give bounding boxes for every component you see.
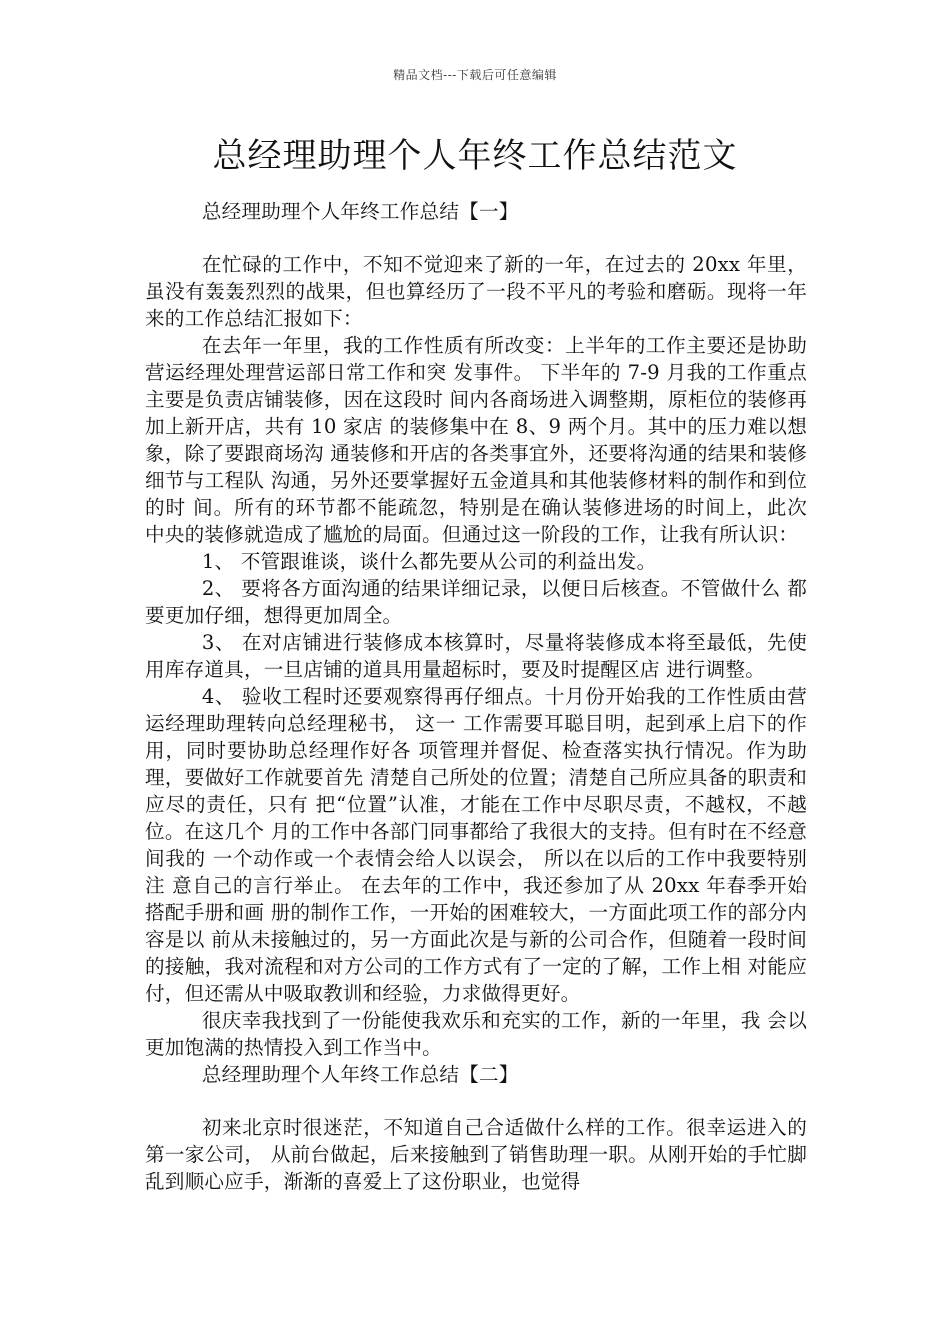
document-title: 总经理助理个人年终工作总结范文 [212,136,738,176]
list-item-1: 1、 不管跟谁谈，谈什么都先要从公司的利益出发。 [201,550,657,573]
section-heading-1: 总经理助理个人年终工作总结【一】 [201,200,519,223]
list-item-2: 2、 要将各方面沟通的结果详细记录，以便日后核查。不管做什么 都要更加仔细，想得更加周全。 [145,577,807,627]
paragraph: 很庆幸我找到了一份能使我欢乐和充实的工作，新的一年里，我 会以更加饱满的热情投入到工作当中。 [145,1009,807,1059]
document-body [145,198,807,1195]
blank-line [145,1088,807,1114]
list-item-4: 4、 验收工程时还要观察得再仔细点。十月份开始我的工作性质由营运经理助理转向总经理秘书， 这一 工作需要耳聪目明，起到承上启下的作用，同时要协助总经理作好各 项管理并督促、检查落实执行情况。作为助理，要做好工作就要首先 清楚自己所处的位置；清楚自己所应具备的职责和应尽的责任，只有 把“位置”认准，才能在工作中尽职尽责，不越权，不越位。在这几个 月的工作中各部门同事都给了我很大的支持。但有时在不经意间我的 一个动作或一个表情会给人以误会， 所以在以后的工作中我要特别注 意自己的言行举止。 在去年的工作中，我还参加了从 20xx 年春季开始搭配手册和画 册的制作工作，一开始的困难较大，一方面此项工作的部分内容是以 前从未接触过的，另一方面此次是与新的公司合作，但随着一段时间 的接触，我对流程和对方公司的工作方式有了一定的了解，工作上相 对能应付，但还需从中吸取教训和经验，力求做得更好。 [145,685,807,1005]
paragraph: 在去年一年里，我的工作性质有所改变：上半年的工作主要还是协助营运经理处理营运部日常工作和突 发事件。 下半年的 7-9 月我的工作重点主要是负责店铺装修，因在这段时 间内各商场进入调整期，原柜位的装修再加上新开店，共有 10 家店 的装修集中在 8、9 两个月。其中的压力难以想象，除了要跟商场沟 通装修和开店的各类事宜外，还要将沟通的结果和装修细节与工程队 沟通，另外还要掌握好五金道具和其他装修材料的制作和到位的时 间。所有的环节都不能疏忽，特别是在确认装修进场的时间上，此次 中央的装修就造成了尴尬的局面。但通过这一阶段的工作，让我有所认识： [145,334,807,546]
blank-line [145,225,807,251]
list-item-3: 3、 在对店铺进行装修成本核算时，尽量将装修成本将至最低，先使用库存道具，一旦店铺的道具用量超标时，要及时提醒区店 进行调整。 [145,631,807,681]
page-header-note: 精品文档---下载后可任意编辑 [393,68,557,82]
paragraph: 初来北京时很迷茫，不知道自己合适做什么样的工作。很幸运进入的第一家公司， 从前台做起，后来接触到了销售助理一职。从刚开始的手忙脚乱到顺心应手，渐渐的喜爱上了这份职业，也觉得 [145,1116,807,1193]
paragraph: 在忙碌的工作中，不知不觉迎来了新的一年，在过去的 20xx 年里，虽没有轰轰烈烈的战果，但也算经历了一段不平凡的考验和磨砺。现将一年来的工作总结汇报如下： [145,253,807,330]
section-heading-2: 总经理助理个人年终工作总结【二】 [201,1063,519,1086]
